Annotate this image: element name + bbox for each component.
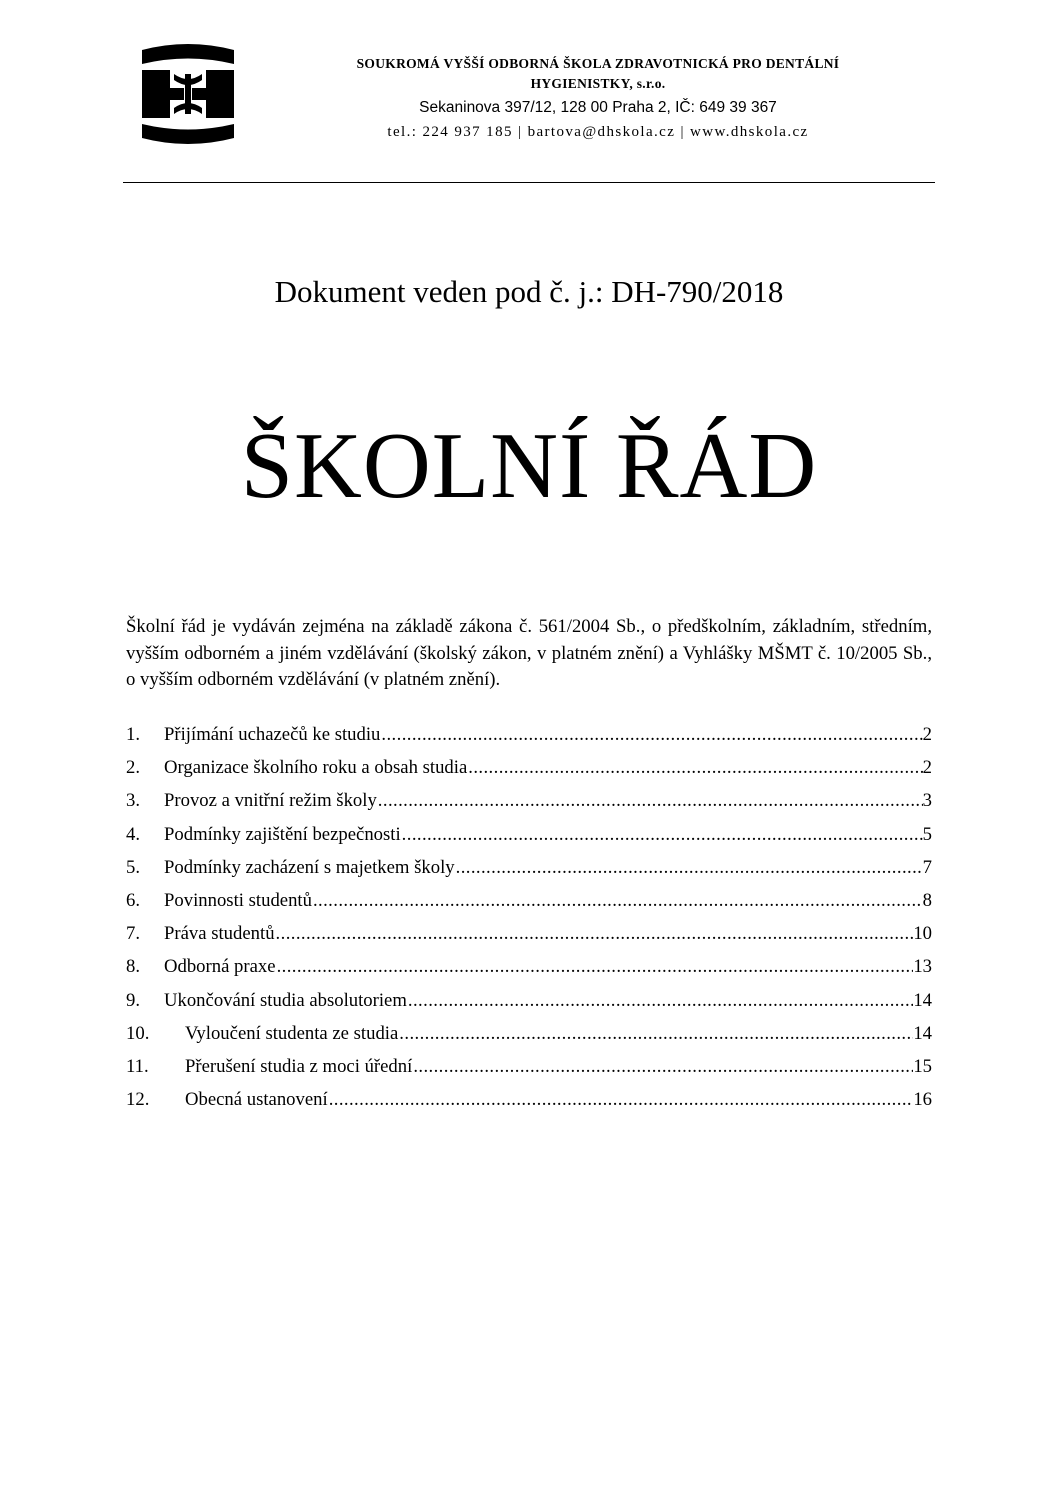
toc-dot-leader xyxy=(275,917,914,950)
toc-entry-page: 14 xyxy=(913,989,932,1011)
toc-entry[interactable] xyxy=(126,1083,932,1116)
toc-entry-title: Podmínky zajištění bezpečnosti xyxy=(164,823,401,845)
toc-entry-page: 10 xyxy=(913,923,932,945)
toc-entry-page: 5 xyxy=(922,823,932,845)
toc-entry-page: 2 xyxy=(922,724,932,745)
toc-entry-title: Odborná praxe xyxy=(164,956,276,978)
organization-name: SOUKROMÁ VYŠŠÍ ODBORNÁ ŠKOLA ZDRAVOTNICKÁ PRO DENTÁLNÍ xyxy=(356,56,840,71)
toc-entry-number: 10. xyxy=(126,1022,150,1044)
toc-entry-number: 7. xyxy=(126,923,141,945)
toc-dot-leader xyxy=(328,1083,914,1116)
letterhead xyxy=(268,54,928,143)
toc-entry-title: Vyloučení studenta ze studia xyxy=(185,1022,399,1044)
toc-entry[interactable] xyxy=(126,784,932,817)
toc-entry[interactable] xyxy=(126,984,932,1017)
header-divider xyxy=(123,182,935,183)
toc-entry-number: 6. xyxy=(126,889,141,911)
toc-entry-number: 12. xyxy=(126,1089,150,1111)
toc-entry[interactable] xyxy=(126,751,932,784)
document-reference: Dokument veden pod č. j.: DH-790/2018 xyxy=(274,274,784,309)
toc-entry-title: Ukončování studia absolutoriem xyxy=(164,989,407,1011)
toc-entry-page: 7 xyxy=(922,856,932,878)
toc-dot-leader xyxy=(401,818,923,851)
toc-entry[interactable] xyxy=(126,718,932,751)
toc-entry[interactable] xyxy=(126,1017,932,1050)
toc-entry-number: 3. xyxy=(126,790,141,812)
toc-dot-leader xyxy=(276,950,914,983)
table-of-contents xyxy=(126,718,932,1116)
toc-entry[interactable] xyxy=(126,884,932,917)
toc-entry-title: Přerušení studia z moci úřední xyxy=(185,1055,413,1077)
toc-entry-title: Povinnosti studentů xyxy=(164,889,312,911)
intro-paragraph: Školní řád je vydáván zejména na základě zákona č. 561/2004 Sb., o předškolním, základním, středním, vyšším odborném a jiném vzdělávání (školský zákon, v platném znění) a Vyhlášky MŠMT č. 10/2005 Sb., o vyšším odborném vzdělávání (v platném znění). xyxy=(126,616,932,690)
toc-entry-page: 2 xyxy=(922,757,932,779)
toc-entry-page: 8 xyxy=(922,889,932,911)
toc-entry-page: 13 xyxy=(913,956,932,978)
school-logo-icon xyxy=(140,44,236,144)
toc-dot-leader xyxy=(377,784,923,817)
toc-entry-number: 2. xyxy=(126,757,141,779)
toc-dot-leader xyxy=(380,718,922,751)
organization-address: Sekaninova 397/12, 128 00 Praha 2, IČ: 649 39 367 xyxy=(419,99,777,116)
toc-entry-page: 3 xyxy=(922,790,932,812)
toc-dot-leader xyxy=(398,1017,913,1050)
toc-entry-page: 15 xyxy=(913,1055,932,1077)
toc-entry-number: 11. xyxy=(126,1055,149,1077)
toc-dot-leader xyxy=(412,1050,913,1083)
toc-entry-page: 16 xyxy=(913,1089,932,1111)
toc-entry-title: Přijímání uchazečů ke studiu xyxy=(164,724,381,745)
toc-dot-leader xyxy=(455,851,923,884)
toc-entry-page: 14 xyxy=(913,1022,932,1044)
organization-contact: tel.: 224 937 185 | bartova@dhskola.cz | www.dhskola.cz xyxy=(387,124,809,140)
toc-entry-number: 4. xyxy=(126,823,141,845)
toc-entry[interactable] xyxy=(126,818,932,851)
toc-dot-leader xyxy=(312,884,923,917)
toc-dot-leader xyxy=(407,984,913,1017)
toc-entry-title: Provoz a vnitřní režim školy xyxy=(164,790,377,812)
toc-entry-number: 8. xyxy=(126,956,141,978)
toc-entry[interactable] xyxy=(126,1050,932,1083)
toc-entry[interactable] xyxy=(126,917,932,950)
toc-entry[interactable] xyxy=(126,950,932,983)
toc-entry-title: Organizace školního roku a obsah studia xyxy=(164,757,468,779)
toc-entry-title: Práva studentů xyxy=(164,923,275,945)
document-title: ŠKOLNÍ ŘÁD xyxy=(240,414,818,518)
toc-entry-number: 1. xyxy=(126,724,141,745)
toc-entry-number: 9. xyxy=(126,989,141,1011)
toc-entry-title: Obecná ustanovení xyxy=(185,1089,328,1111)
toc-dot-leader xyxy=(467,751,922,784)
toc-entry[interactable] xyxy=(126,851,932,884)
organization-name-continued: HYGIENISTKY, s.r.o. xyxy=(530,76,666,91)
toc-entry-title: Podmínky zacházení s majetkem školy xyxy=(164,856,455,878)
toc-entry-number: 5. xyxy=(126,856,141,878)
